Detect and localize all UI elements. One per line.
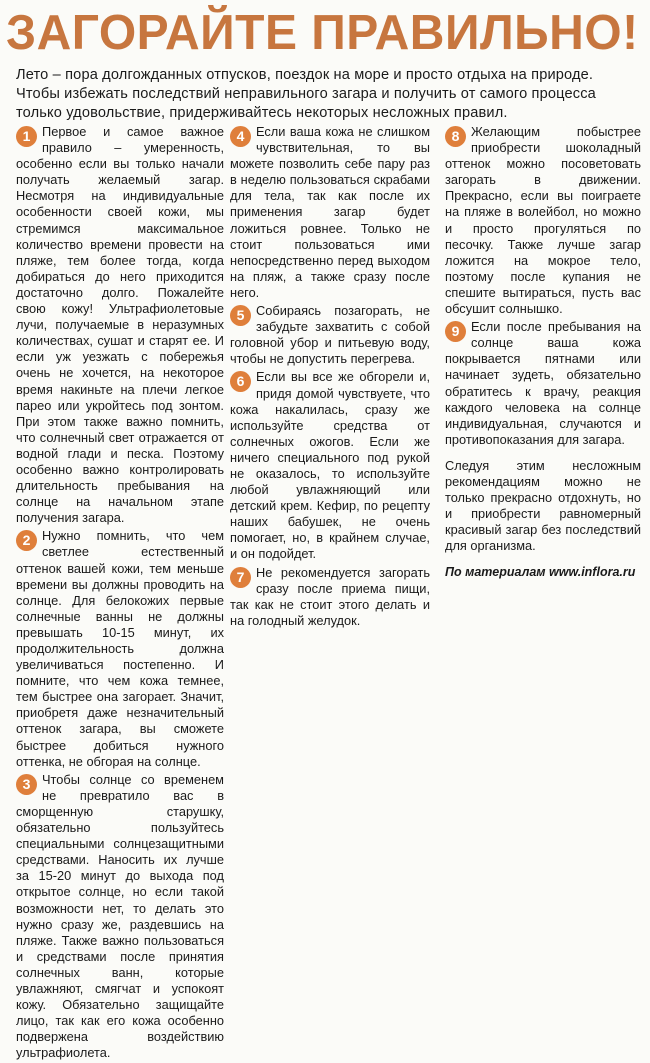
tip-3 (16, 772, 224, 1062)
tip-number-badge: 5 (230, 305, 251, 326)
tip-7 (230, 565, 430, 629)
intro-paragraph: Лето – пора долгожданных отпусков, поездок на море и просто отдыха на природе. Чтобы избежать последствий неправильного загара и получить от самого процесса только удовольствие, придерживайтесь некоторых несложных правил. (16, 67, 596, 121)
tip-text: Если вы все же обгорели и, придя домой чувствуете, что кожа накалилась, сразу же используйте средства от солнечных ожогов. Если же ничего специального под рукой не оказалось, то используйте любой увлажняющий или детский крем. Кефир, по рецепту наших бабушек, не очень помогает, но, в крайнем случае, и он подойдет. (230, 369, 430, 562)
tip-4 (230, 124, 430, 301)
tip-number-badge: 1 (16, 126, 37, 147)
tip-text: Не рекомендуется загорать сразу после приема пищи, так как не стоит этого делать и на голодный желудок. (230, 564, 430, 628)
column-2 (230, 124, 430, 631)
tip-number-badge: 4 (230, 126, 251, 147)
column-1 (16, 124, 224, 1063)
closing-paragraph: Следуя этим несложным рекомендациям можно не только прекрасно отдохнуть, но и приобрести равномерный красивый загар без последствий для организма. (445, 457, 641, 554)
page-title: ЗАГОРАЙТЕ ПРАВИЛЬНО! (6, 6, 639, 60)
tip-number-badge: 6 (230, 371, 251, 392)
tip-number-badge: 2 (16, 530, 37, 551)
tip-text: Если после пребывания на солнце ваша кожа покрывается пятнами или начинает зудеть, обязательно обратитесь к врачу, реакция каждого человека на солнце индивидуальная, случаются и противопоказания для загара. (445, 319, 641, 447)
tip-number-badge: 7 (230, 567, 251, 588)
tip-5 (230, 303, 430, 367)
tip-number-badge: 9 (445, 321, 466, 342)
tip-9 (445, 319, 641, 448)
tip-6 (230, 369, 430, 562)
column-3 (445, 124, 641, 581)
tip-text: Желающим побыстрее приобрести шоколадный оттенок можно посоветовать загорать в движении. Прекрасно, если вы поиграете на пляже в волейбол, но можно и просто прогуляться по песочку. Также лучше загар ложится на мокрое тело, поэтому после купания не спешите вытираться, пусть вас обсушит солнышко. (445, 124, 641, 317)
tip-text: Первое и самое важное правило – умеренность, особенно если вы только начали получать желаемый загар. Несмотря на индивидуальные особенности своей кожи, мы стремимся максимальное количество времени провести на пляже, тем более тогда, когда добираться до него приходится достаточно долго. Пожалейте свою кожу! Ультрафиолетовые лучи, получаемые в неразумных количествах, сушат и старят ее. И если уж уезжать с побережья очень не хочется, на некоторое время накиньте на плечи легкое парео или укройтесь под зонтом. При этом также важно помнить, что солнечный свет отражается от водной глади и песка. Поэтому особенно важно контролировать длительность пребывания на солнце на начальном этапе получения загара. (16, 124, 224, 526)
tip-text: Чтобы солнце со временем не превратило вас в сморщенную старушку, обязательно пользуйтесь специальными солнцезащитными средствами. Наносить их лучше за 15-20 минут до выхода под открытое солнце, но если такой возможности нет, то делать это нужно сразу же, раздевшись на пляже. Также важно пользоваться и средствами после принятия солнечных ванн, которые увлажняют, смягчат и успокоят кожу. Обязательно защищайте лицо, так как его кожа особенно подвержена воздействию ультрафиолета. (16, 771, 224, 1061)
tip-2 (16, 528, 224, 769)
tip-text: Нужно помнить, что чем светлее естественный оттенок вашей кожи, тем меньше времени вы должны проводить на солнце. Для белокожих первые солнечные ванны не должны превышать 10-15 минут, их продолжительность должна увеличиваться постепенно. И помните, что чем кожа темнее, тем быстрее она загорает. Значит, приобретя даже незначительный оттенок загара, вы сможете быстрее добиться нужного оттенка, не обгорая на солнце. (16, 528, 224, 769)
tip-1 (16, 124, 224, 526)
tip-number-badge: 3 (16, 774, 37, 795)
tip-text: Собираясь позагорать, не забудьте захватить с собой головной убор и питьевую воду, чтобы не допустить перегрева. (230, 303, 430, 367)
tip-8 (445, 124, 641, 317)
tip-number-badge: 8 (445, 126, 466, 147)
tip-text: Если ваша кожа не слишком чувствительная, то вы можете позволить себе пару раз в неделю пользоваться скрабами для тела, так как после их применения загар будет ложиться ровнее. Только не стоит пользоваться ими непосредственно перед выходом на пляж, а также сразу после него. (230, 124, 430, 300)
source-credit: По материалам www.inflora.ru (445, 565, 636, 580)
